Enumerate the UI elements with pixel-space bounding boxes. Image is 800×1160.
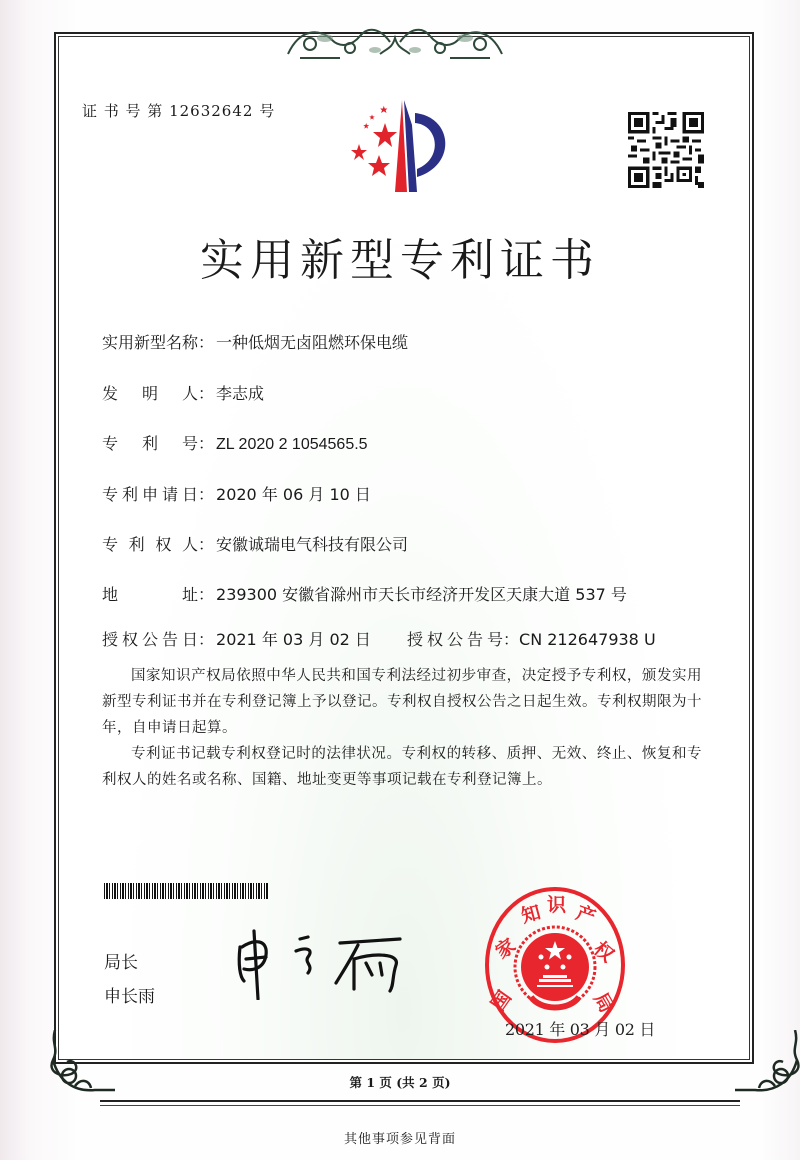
field-grant-date: 授 权 公 告 日 ： 2021 年 03 月 02 日 <box>102 627 371 650</box>
legal-status-paragraph: 专利证书记载专利权登记时的法律状况。专利权的转移、质押、无效、终止、恢复和专利权人的姓名或名称、国籍、地址变更等事项记载在专利登记簿上。 <box>102 746 702 788</box>
field-value: 李志成 <box>216 384 265 403</box>
signature-icon <box>230 925 420 1000</box>
page-indicator: 第 1 页 (共 2 页) <box>349 1075 451 1090</box>
field-value: 239300 安徽省滁州市天长市经济开发区天康大道 537 号 <box>216 585 627 604</box>
bottom-border-line <box>100 1100 740 1106</box>
svg-text:知: 知 <box>518 901 544 928</box>
field-label: 授 权 公 告 号 <box>407 630 503 649</box>
field-label: 专 利 申 请 日 <box>102 485 198 504</box>
director-title: 局长 <box>104 953 138 973</box>
field-label: 地 址 <box>102 585 198 604</box>
field-label: 实用新型名称 <box>102 333 199 352</box>
field-inventor: 发 明 人 ： 李志成 <box>102 381 264 404</box>
grant-statement-paragraph: 国家知识产权局依照中华人民共和国专利法经过初步审查，决定授予专利权，颁发实用新型专利证书并在专利登记簿上予以登记。专利权自授权公告之日起生效。专利权期限为十年，自申请日起算。 <box>102 668 702 736</box>
field-label: 专 利 权 人 <box>102 535 198 554</box>
field-value: 安徽诚瑞电气科技有限公司 <box>216 535 409 554</box>
field-value: 2020 年 06 月 10 日 <box>216 485 371 504</box>
svg-text:权: 权 <box>589 937 618 967</box>
field-value: 一种低烟无卤阻燃环保电缆 <box>216 333 409 352</box>
director-name: 申长雨 <box>104 987 155 1007</box>
field-label: 专 利 号 <box>102 434 198 453</box>
field-grant-number: 授 权 公 告 号 ：CN 212647938 U <box>407 627 656 650</box>
field-label: 发 明 人 <box>102 384 198 403</box>
field-label: 授 权 公 告 日 <box>102 630 198 649</box>
barcode-icon <box>104 883 268 899</box>
certificate-number: 证 书 号 第 12632642 号 <box>82 102 276 120</box>
svg-text:家: 家 <box>491 934 520 964</box>
cnipa-logo-icon <box>335 95 465 195</box>
field-value: 2021 年 03 月 02 日 <box>216 630 371 649</box>
field-patentee: 专 利 权 人 ： 安徽诚瑞电气科技有限公司 <box>102 532 408 555</box>
seal-date: 2021 年 03 月 02 日 <box>505 1020 656 1039</box>
field-patent-number: 专 利 号 ： ZL 2020 2 1054565.5 <box>102 431 368 454</box>
field-filing-date: 专 利 申 请 日 ： 2020 年 06 月 10 日 <box>102 482 371 505</box>
back-side-note: 其他事项参见背面 <box>343 1132 456 1147</box>
field-address: 地 址 ： 239300 安徽省滁州市天长市经济开发区天康大道 537 号 <box>102 582 627 605</box>
field-value: CN 212647938 U <box>519 630 656 649</box>
svg-text:识: 识 <box>547 894 567 916</box>
qr-code-icon[interactable] <box>628 110 704 190</box>
field-utility-model-name: 实用新型名称： 一种低烟无卤阻燃环保电缆 <box>102 330 408 353</box>
svg-text:局: 局 <box>589 988 618 1017</box>
field-value: ZL 2020 2 1054565.5 <box>216 436 368 453</box>
svg-text:国: 国 <box>487 986 517 1016</box>
svg-text:产: 产 <box>573 901 599 929</box>
dragon-ornament-icon <box>280 18 510 64</box>
certificate-title: 实用新型专利证书 <box>200 235 600 286</box>
